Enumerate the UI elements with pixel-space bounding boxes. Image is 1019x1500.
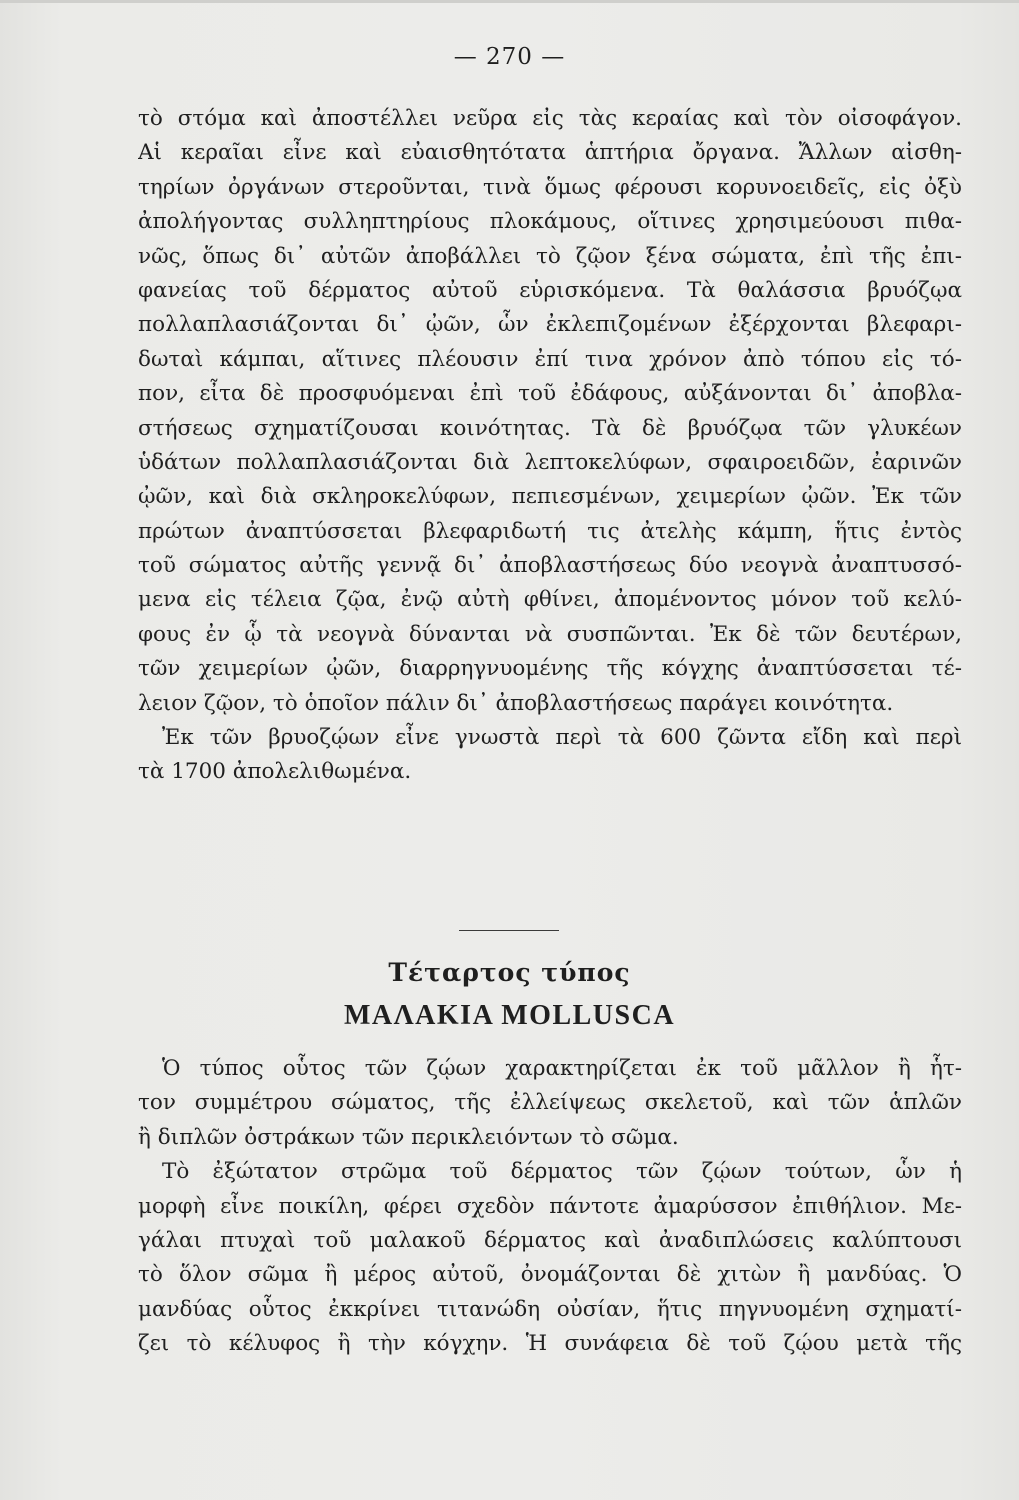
text-line: πρώτων ἀναπτύσσεται βλεφαριδωτή τις ἀτελὴς κάμπη, ἥτις ἐντὸς [138,518,962,544]
text-line: τὸ στόμα καὶ ἀποστέλλει νεῦρα εἰς τὰς κεραίας καὶ τὸν οἰσοφάγον. [138,106,962,131]
text-line: λειον ζῷον, τὸ ὁποῖον πάλιν δι᾽ ἀποβλαστήσεως παράγει κοινότητα. [138,690,894,716]
section-subheading: ΜΑΛΑΚΙΑ MOLLUSCA [343,1000,676,1031]
text-line: μανδύας οὗτος ἐκκρίνει τιτανώδη οὐσίαν, ἥτις πηγνυομένη σχηματί- [138,1296,962,1322]
section-heading: Τέταρτος τύπος [388,958,631,987]
text-line: δωταὶ κάμπαι, αἵτινες πλέουσιν ἐπί τινα χρόνον ἀπὸ τόπου εἰς τό- [138,346,962,372]
text-line: τον συμμέτρου σώματος, τῆς ἐλλείψεως σκελετοῦ, καὶ τῶν ἁπλῶν [138,1090,962,1116]
text-line: τῶν χειμερίων ᾠῶν, διαρρηγνυομένης τῆς κόγχης ἀναπτύσσεται τέ- [138,656,962,682]
text-line: Τὸ ἐξώτατον στρῶμα τοῦ δέρματος τῶν ζῴων τούτων, ὧν ἡ [162,1159,962,1185]
text-line: τὸ ὅλον σῶμα ἢ μέρος αὐτοῦ, ὀνομάζονται δὲ χιτὼν ἢ μανδύας. Ὁ [138,1262,962,1288]
text-line: τηρίων ὀργάνων στεροῦνται, τινὰ ὅμως φέρουσι κορυνοειδεῖς, εἰς ὀξὺ [138,174,962,200]
text-line: ὑδάτων πολλαπλασιάζονται διὰ λεπτοκελύφων, σφαιροειδῶν, ἐαρινῶν [138,449,962,475]
upper-text-block [138,102,962,790]
text-line: ἀπολήγοντας συλληπτηρίους πλοκάμους, οἵτινες χρησιμεύουσι πιθα- [138,209,962,235]
text-line: Ἐκ τῶν βρυοζῴων εἶνε γνωστὰ περὶ τὰ 600 ζῶντα εἴδη καὶ περὶ [162,725,962,751]
text-line: μορφὴ εἶνε ποικίλη, φέρει σχεδὸν πάντοτε ἀμαρύσσον ἐπιθήλιον. Με- [138,1193,962,1219]
text-line: ᾠῶν, καὶ διὰ σκληροκελύφων, πεπιεσμένων, χειμερίων ᾠῶν. Ἐκ τῶν [138,484,962,510]
text-line: μενα εἰς τέλεια ζῷα, ἐνῷ αὐτὴ φθίνει, ἀπομένοντος μόνον τοῦ κελύ- [138,587,962,613]
text-line: ἢ διπλῶν ὀστράκων τῶν περικλειόντων τὸ σῶμα. [138,1124,679,1150]
text-line: γάλαι πτυχαὶ τοῦ μαλακοῦ δέρματος καὶ ἀναδιπλώσεις καλύπτουσι [138,1227,962,1253]
section-divider [459,930,559,931]
text-line: πον, εἶτα δὲ προσφυόμεναι ἐπὶ τοῦ ἐδάφους, αὐξάνονται δι᾽ ἀποβλα- [138,381,962,407]
scan-top-edge [0,0,1019,3]
text-line: πολλαπλασιάζονται δι᾽ ᾠῶν, ὧν ἐκλεπιζομένων ἐξέρχονται βλεφαρι- [138,312,962,338]
text-line: φανείας τοῦ δέρματος αὐτοῦ εὑρισκόμενα. Τὰ θαλάσσια βρυόζῳα [138,277,962,303]
text-line: Ὁ τύπος οὗτος τῶν ζῴων χαρακτηρίζεται ἐκ τοῦ μᾶλλον ἢ ἧτ- [162,1056,962,1081]
text-line: τοῦ σώματος αὐτῆς γεννᾷ δι᾽ ἀποβλαστήσεως δύο νεογνὰ ἀναπτυσσό- [138,553,962,579]
lower-text-block [138,1052,962,1362]
text-line: Αἱ κεραῖαι εἶνε καὶ εὐαισθητότατα ἁπτήρια ὄργανα. Ἄλλων αἰσθη- [138,140,962,166]
text-line: νῶς, ὅπως δι᾽ αὐτῶν ἀποβάλλει τὸ ζῷον ξένα σώματα, ἐπὶ τῆς ἐπι- [138,243,962,269]
text-line: στήσεως σχηματίζουσαι κοινότητας. Τὰ δὲ βρυόζῳα τῶν γλυκέων [138,415,962,441]
text-line: ζει τὸ κέλυφος ἢ τὴν κόγχην. Ἡ συνάφεια δὲ τοῦ ζῴου μετὰ τῆς [138,1331,962,1357]
text-line: φους ἐν ᾧ τὰ νεογνὰ δύνανται νὰ συσπῶνται. Ἐκ δὲ τῶν δευτέρων, [138,621,962,647]
text-line: τὰ 1700 ἀπολελιθωμένα. [138,759,412,785]
page-number: — 270 — [453,44,566,70]
